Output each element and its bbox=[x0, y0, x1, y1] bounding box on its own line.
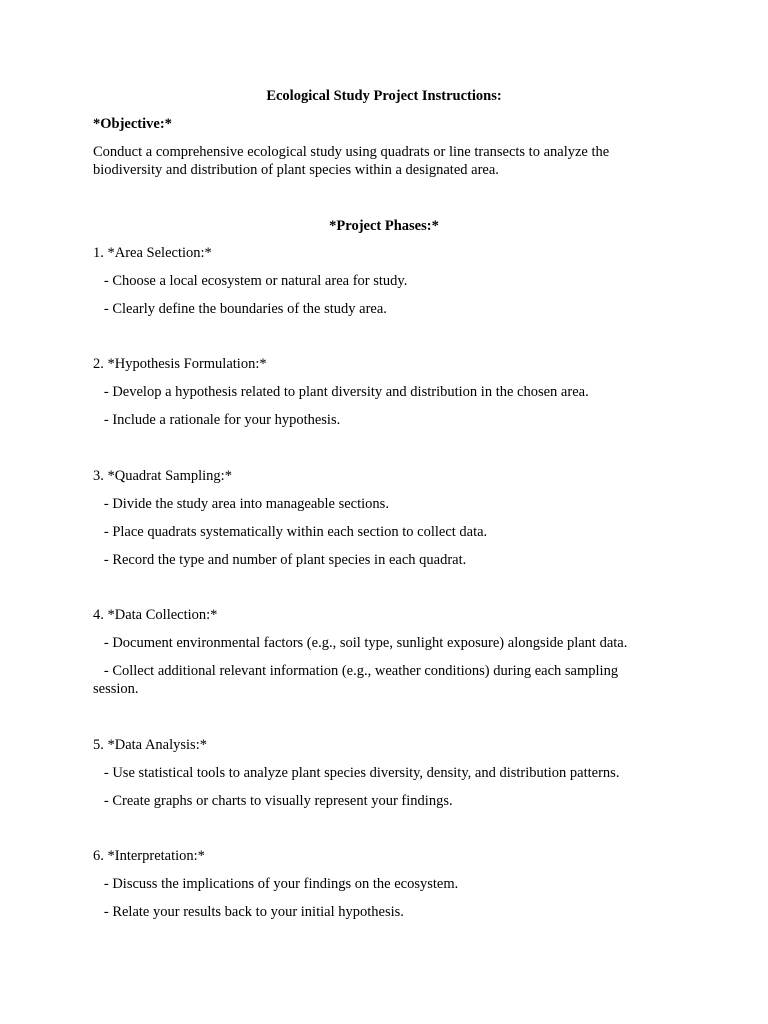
list-item: - Discuss the implications of your findings on the ecosystem. bbox=[93, 876, 459, 892]
phases-heading: *Project Phases:* bbox=[329, 218, 439, 234]
phase-heading-data-collection: 4. *Data Collection:* bbox=[93, 607, 218, 623]
list-item: - Include a rationale for your hypothesis. bbox=[93, 412, 341, 428]
list-item: - Place quadrats systematically within each section to collect data. bbox=[93, 524, 488, 540]
objective-text: Conduct a comprehensive ecological study using quadrats or line transects to analyze the biodiversity and distribution of plant species within a designated area. bbox=[93, 144, 610, 178]
list-item: - Use statistical tools to analyze plant species diversity, density, and distribution patterns. bbox=[93, 765, 620, 781]
list-item: - Create graphs or charts to visually represent your findings. bbox=[93, 793, 453, 809]
phase-heading-area-selection: 1. *Area Selection:* bbox=[93, 245, 212, 261]
phase-heading-hypothesis: 2. *Hypothesis Formulation:* bbox=[93, 356, 267, 372]
list-item: - Relate your results back to your initial hypothesis. bbox=[93, 904, 404, 920]
document-title: Ecological Study Project Instructions: bbox=[266, 88, 502, 104]
objective-heading: *Objective:* bbox=[93, 116, 172, 132]
list-item: - Collect additional relevant information (e.g., weather conditions) during each sampling session. bbox=[93, 663, 622, 697]
list-item: - Choose a local ecosystem or natural area for study. bbox=[93, 273, 408, 289]
list-item: - Clearly define the boundaries of the study area. bbox=[93, 301, 387, 317]
phase-heading-interpretation: 6. *Interpretation:* bbox=[93, 848, 205, 864]
list-item: - Divide the study area into manageable sections. bbox=[93, 496, 389, 512]
phase-heading-data-analysis: 5. *Data Analysis:* bbox=[93, 737, 207, 753]
list-item: - Document environmental factors (e.g., soil type, sunlight exposure) alongside plant data. bbox=[93, 635, 628, 651]
list-item: - Develop a hypothesis related to plant diversity and distribution in the chosen area. bbox=[93, 384, 589, 400]
list-item: - Record the type and number of plant species in each quadrat. bbox=[93, 552, 467, 568]
phase-heading-quadrat-sampling: 3. *Quadrat Sampling:* bbox=[93, 468, 232, 484]
